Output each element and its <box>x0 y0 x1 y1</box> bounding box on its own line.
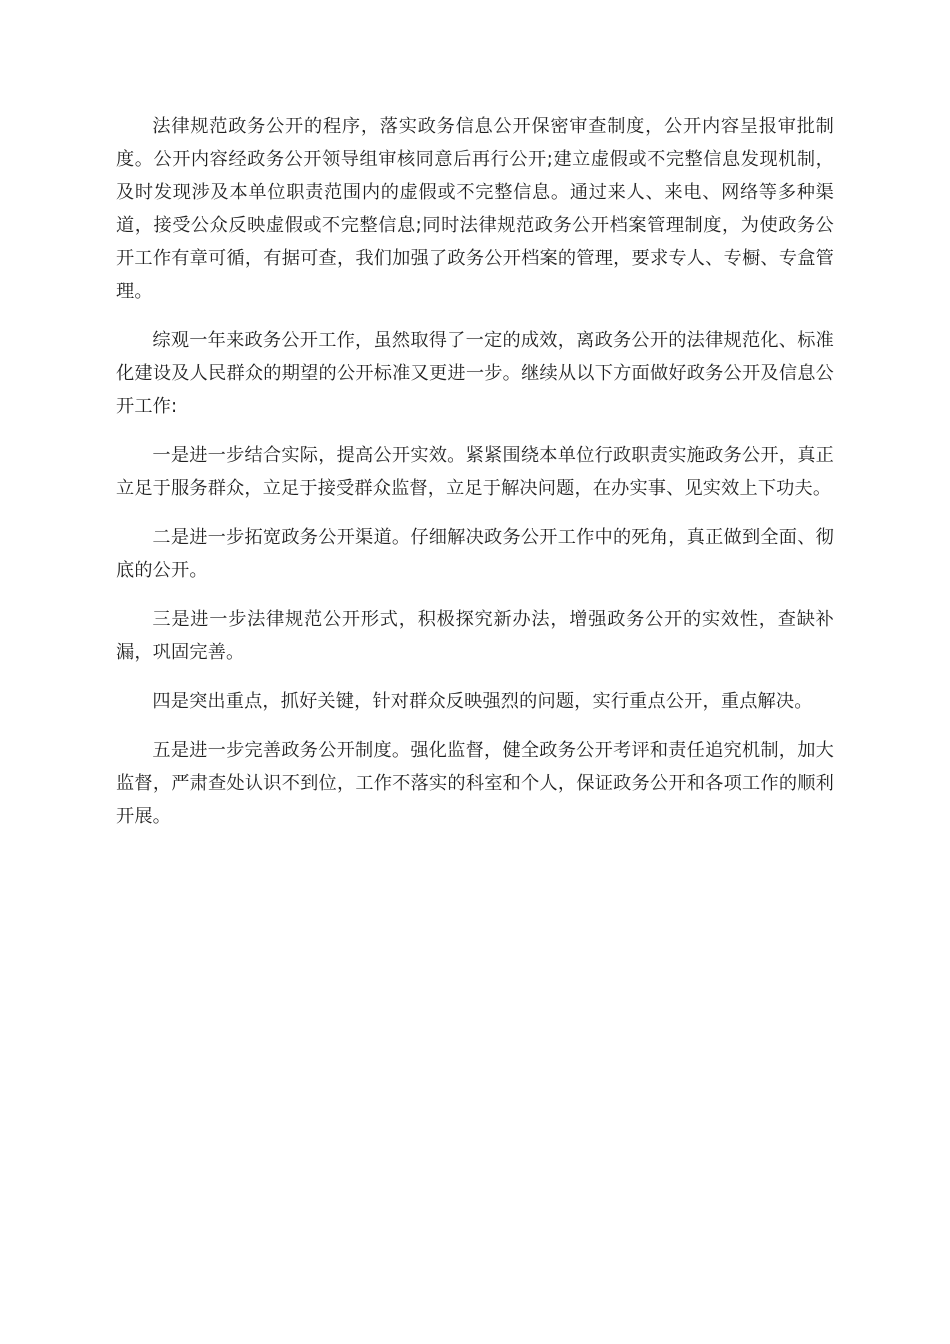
paragraph-7: 五是进一步完善政务公开制度。强化监督，健全政务公开考评和责任追究机制，加大监督，严肃查处认识不到位，工作不落实的科室和个人，保证政务公开和各项工作的顺利开展。 <box>116 740 834 827</box>
paragraph-4: 二是进一步拓宽政务公开渠道。仔细解决政务公开工作中的死角，真正做到全面、彻底的公开。 <box>116 527 834 581</box>
paragraph-5: 三是进一步法律规范公开形式，积极探究新办法，增强政务公开的实效性，查缺补漏，巩固完善。 <box>116 609 834 663</box>
document-body <box>116 110 834 849</box>
paragraph-1: 法律规范政务公开的程序，落实政务信息公开保密审查制度，公开内容呈报审批制度。公开内容经政务公开领导组审核同意后再行公开;建立虚假或不完整信息发现机制，及时发现涉及本单位职责范围内的虚假或不完整信息。通过来人、来电、网络等多种渠道，接受公众反映虚假或不完整信息;同时法律规范政务公开档案管理制度，为使政务公开工作有章可循，有据可查，我们加强了政务公开档案的管理，要求专人、专橱、专盒管理。 <box>116 116 834 302</box>
paragraph-6: 四是突出重点，抓好关键，针对群众反映强烈的问题，实行重点公开，重点解决。 <box>152 691 813 712</box>
paragraph-3: 一是进一步结合实际，提高公开实效。紧紧围绕本单位行政职责实施政务公开，真正立足于服务群众，立足于接受群众监督，立足于解决问题，在办实事、见实效上下功夫。 <box>116 445 834 499</box>
paragraph-2: 综观一年来政务公开工作，虽然取得了一定的成效，离政务公开的法律规范化、标准化建设及人民群众的期望的公开标准又更进一步。继续从以下方面做好政务公开及信息公开工作: <box>116 330 834 417</box>
